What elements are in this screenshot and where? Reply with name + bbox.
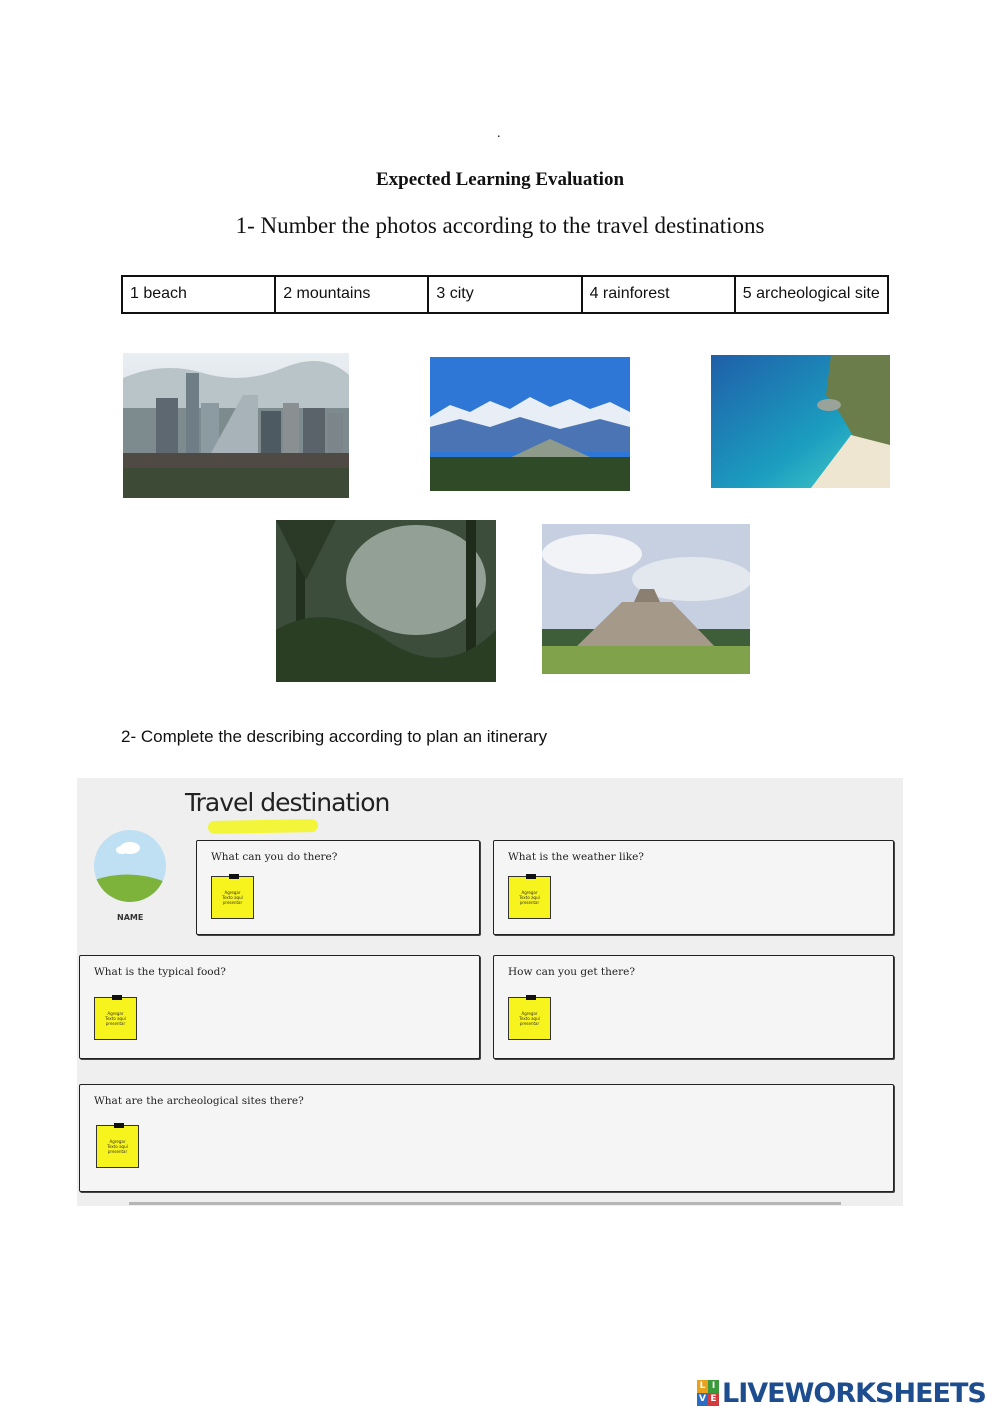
liveworksheets-logo [697,1377,986,1409]
box-archeological-sites[interactable] [79,1084,894,1192]
logo-letter: V [697,1393,708,1406]
box-weather[interactable] [493,840,894,935]
box-how-to-get-there[interactable] [493,955,894,1059]
pin-icon [526,874,536,879]
name-label: NAME [117,913,144,922]
sticky-note[interactable] [211,876,254,919]
page-title: Expected Learning Evaluation [375,169,625,190]
title-highlight [208,819,318,834]
destination-cell: 5 archeological site [735,276,888,313]
logo-letter: I [708,1380,719,1393]
note-text: Agregar Texto aquí presentar [222,890,243,905]
liveworksheets-icon [697,1380,719,1406]
note-text: Agregar Texto aquí presentar [519,890,540,905]
destination-cell: 2 mountains [275,276,428,313]
sticky-note[interactable] [508,876,551,919]
avatar [94,830,166,902]
box-typical-food[interactable] [79,955,480,1059]
itinerary-title: Travel destination [185,788,390,817]
beach-photo [711,355,890,488]
sticky-note[interactable] [508,997,551,1040]
question-2: 2- Complete the describing according to plan an itinerary [121,727,548,746]
logo-letter: E [708,1393,719,1406]
box-label: What is the weather like? [508,851,644,863]
logo-letter: L [697,1380,708,1393]
pin-icon [229,874,239,879]
question-1: 1- Number the photos according to the travel destinations [235,213,765,238]
box-what-to-do[interactable] [196,840,480,935]
destination-cell: 3 city [428,276,581,313]
sticky-note[interactable] [94,997,137,1040]
box-label: How can you get there? [508,966,635,978]
pin-icon [114,1123,124,1128]
box-label: What is the typical food? [94,966,226,978]
note-text: Agregar Texto aquí presentar [105,1011,126,1026]
rainforest-photo [276,520,496,682]
destination-cell: 1 beach [122,276,275,313]
sticky-note[interactable] [96,1125,139,1168]
panel-scrollbar [129,1202,841,1205]
mountains-photo [430,357,630,491]
city-photo [123,353,349,498]
note-text: Agregar Texto aquí presentar [107,1139,128,1154]
pin-icon [112,995,122,1000]
pyramid-photo [542,524,750,674]
brand-name: LIVEWORKSHEETS [722,1377,986,1409]
note-text: Agregar Texto aquí presentar [519,1011,540,1026]
box-label: What can you do there? [211,851,338,863]
page-dot: . [497,126,501,141]
pin-icon [526,995,536,1000]
box-label: What are the archeological sites there? [94,1095,304,1107]
destination-cell: 4 rainforest [582,276,735,313]
destinations-table [121,275,889,314]
itinerary-panel [77,778,903,1206]
